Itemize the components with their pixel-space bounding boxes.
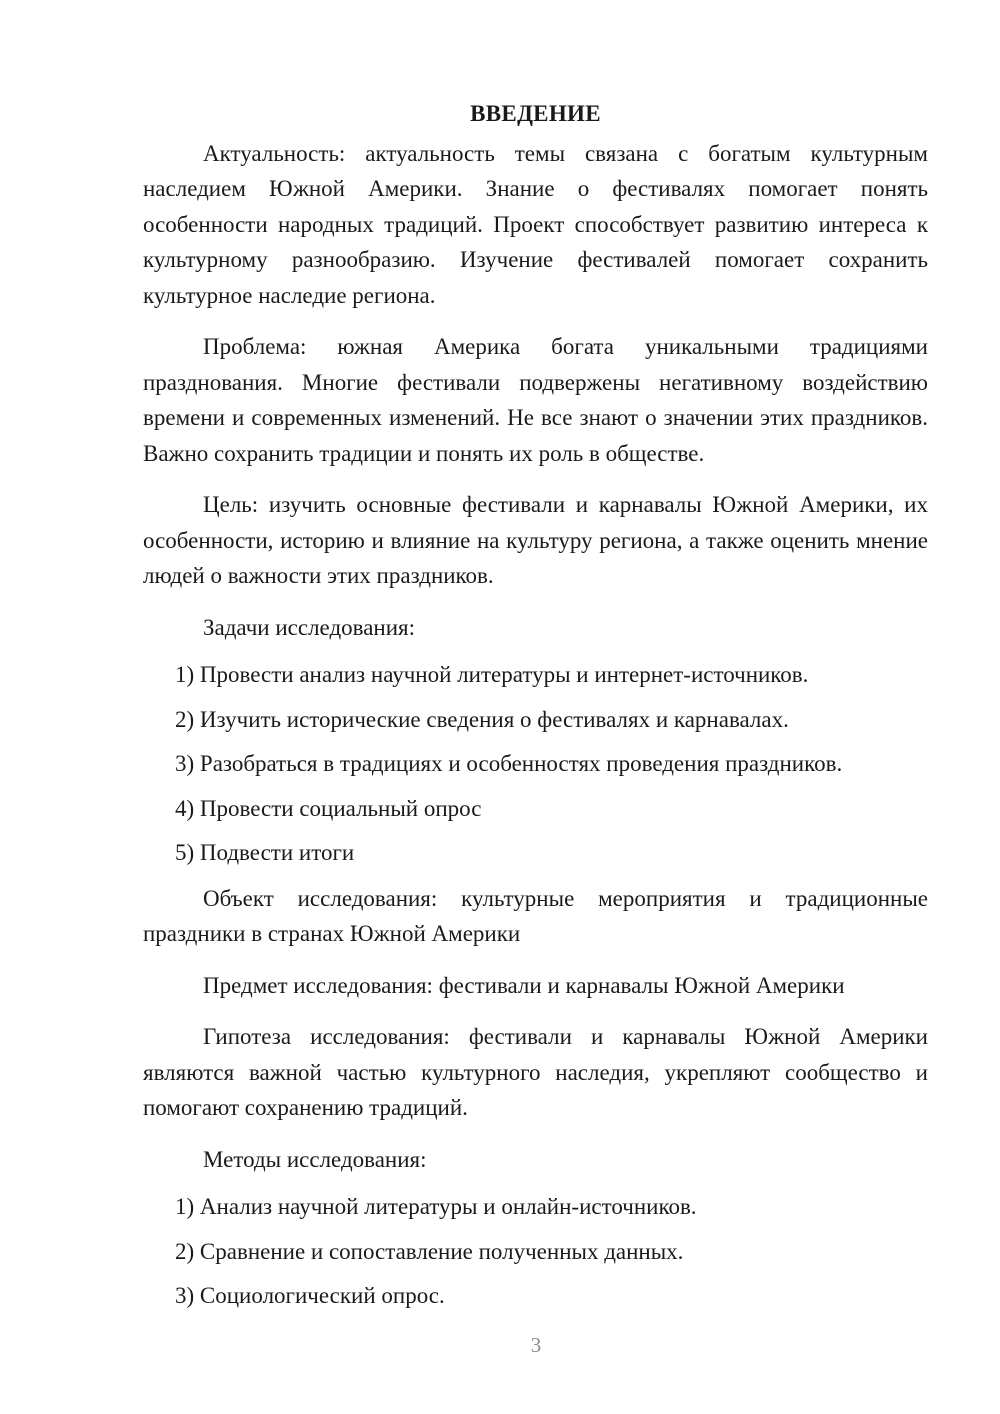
goal-paragraph: Цель: изучить основные фестивали и карнавалы Южной Америки, их особенности, историю и влияние на культуру региона, а также оценить мнение людей о важности этих праздников. bbox=[143, 492, 928, 588]
task-item: 1) Провести анализ научной литературы и интернет-источников. bbox=[175, 662, 809, 687]
methods-heading: Методы исследования: bbox=[203, 1146, 427, 1172]
hypothesis-paragraph: Гипотеза исследования: фестивали и карнавалы Южной Америки являются важной частью культурного наследия, укрепляют сообщество и помогают сохранению традиций. bbox=[143, 1024, 928, 1120]
method-item: 3) Социологический опрос. bbox=[175, 1283, 445, 1308]
tasks-heading: Задачи исследования: bbox=[203, 614, 416, 640]
object-paragraph: Объект исследования: культурные мероприятия и традиционные праздники в странах Южной Америки bbox=[143, 885, 928, 946]
task-item: 5) Подвести итоги bbox=[175, 840, 355, 865]
relevance-paragraph: Актуальность: актуальность темы связана с богатым культурным наследием Южной Америки. Знание о фестивалях помогает понять особенности народных традиций. Проект способствует развитию интереса к культурному разнообразию. Изучение фестивалей помогает сохранить культурное наследие региона. bbox=[143, 140, 928, 308]
task-item: 4) Провести социальный опрос bbox=[175, 795, 482, 821]
document-page bbox=[143, 96, 928, 1324]
method-item: 2) Сравнение и сопоставление полученных данных. bbox=[175, 1238, 684, 1264]
document-title: ВВЕДЕНИЕ bbox=[470, 101, 601, 126]
problem-paragraph: Проблема: южная Америка богата уникальными традициями празднования. Многие фестивали подвержены негативному воздействию времени и современных изменений. Не все знают о значении этих праздников. Важно сохранить традиции и понять их роль в обществе. bbox=[143, 334, 928, 466]
task-item: 2) Изучить исторические сведения о фестивалях и карнавалах. bbox=[175, 706, 789, 732]
method-item: 1) Анализ научной литературы и онлайн-источников. bbox=[175, 1194, 697, 1219]
methods-list bbox=[143, 1189, 928, 1314]
tasks-list bbox=[143, 657, 928, 871]
subject-paragraph: Предмет исследования: фестивали и карнавалы Южной Америки bbox=[203, 972, 845, 998]
task-item: 3) Разобраться в традициях и особенностях проведения праздников. bbox=[175, 751, 843, 776]
page-number: 3 bbox=[530, 1333, 542, 1357]
